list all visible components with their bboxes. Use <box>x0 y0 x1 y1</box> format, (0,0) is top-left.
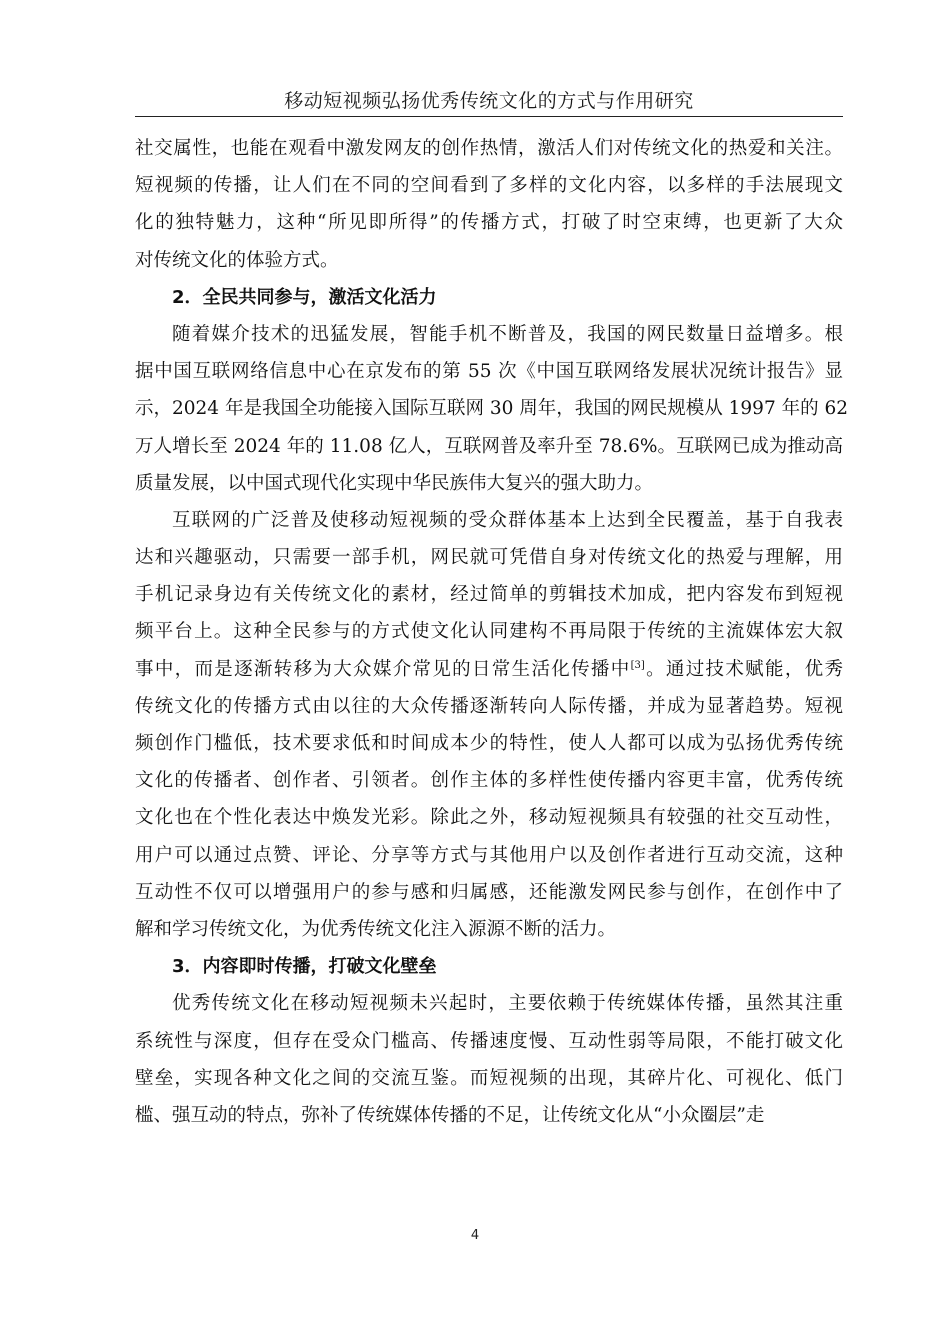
text-line: 质量发展，以中国式现代化实现中华民族伟大复兴的强大助力。 <box>135 472 654 494</box>
text-line: 手机记录身边有关传统文化的素材，经过简单的剪辑技术加成，把内容发布到短视 <box>135 584 843 606</box>
text-line: 系统性与深度，但存在受众门槛高、传播速度慢、互动性弱等局限，不能打破文化 <box>135 1030 843 1052</box>
page-number: 4 <box>470 1228 480 1243</box>
text-line: 用户可以通过点赞、评论、分享等方式与其他用户以及创作者进行互动交流，这种 <box>135 844 843 866</box>
text-segment: 。通过技术赋能，优秀 <box>644 658 843 680</box>
section-heading: 2．全民共同参与，激活文化活力 <box>172 286 437 308</box>
text-line-with-citation <box>135 651 843 688</box>
text-line: 频平台上。这种全民参与的方式使文化认同建构不再局限于传统的主流媒体宏大叙 <box>135 621 843 643</box>
text-line: 社交属性，也能在观看中激发网友的创作热情，激活人们对传统文化的热爱和关注。 <box>135 138 843 159</box>
text-line: 壁垒，实现各种文化之间的交流互鉴。而短视频的出现，其碎片化、可视化、低门 <box>135 1067 843 1089</box>
text-line: 化的独特魅力，这种“所见即所得”的传播方式，打破了时空束缚，也更新了大众 <box>135 212 843 234</box>
text-line: 达和兴趣驱动，只需要一部手机，网民就可凭借自身对传统文化的热爱与理解，用 <box>135 547 843 569</box>
text-line: 频创作门槛低，技术要求低和时间成本少的特性，使人人都可以成为弘扬优秀传统 <box>135 733 843 754</box>
text-line: 随着媒介技术的迅猛发展，智能手机不断普及，我国的网民数量日益增多。根 <box>172 323 843 345</box>
text-line: 对传统文化的体验方式。 <box>135 249 339 271</box>
text-line: 互联网的广泛普及使移动短视频的受众群体基本上达到全民覆盖，基于自我表 <box>172 509 843 531</box>
text-line: 短视频的传播，让人们在不同的空间看到了多样的文化内容，以多样的手法展现文 <box>135 175 843 197</box>
citation-ref: [3] <box>630 659 645 671</box>
text-line: 传统文化的传播方式由以往的大众传播逐渐转向人际传播，并成为显著趋势。短视 <box>135 695 843 717</box>
text-line: 万人增长至 2024 年的 11.08 亿人，互联网普及率升至 78.6%。互联网已成为推动高 <box>135 435 843 457</box>
body-text <box>135 130 849 1134</box>
text-line: 槛、强互动的特点，弥补了传统媒体传播的不足，让传统文化从“小众圈层”走 <box>135 1104 765 1126</box>
header-divider <box>135 116 843 117</box>
text-line: 文化也在个性化表达中焕发光彩。除此之外，移动短视频具有较强的社交互动性， <box>135 807 843 829</box>
text-line: 示，2024 年是我国全功能接入国际互联网 30 周年，我国的网民规模从 1997 年的 62 <box>135 398 849 420</box>
text-line: 解和学习传统文化，为优秀传统文化注入源源不断的活力。 <box>135 918 617 940</box>
text-line: 互动性不仅可以增强用户的参与感和归属感，还能激发网民参与创作，在创作中了 <box>135 881 843 903</box>
text-line: 据中国互联网络信息中心在京发布的第 55 次《中国互联网络发展状况统计报告》显 <box>135 361 843 383</box>
text-segment: 事中，而是逐渐转移为大众媒介常见的日常生活化传播中 <box>135 658 631 680</box>
running-header-title: 移动短视频弘扬优秀传统文化的方式与作用研究 <box>284 90 694 112</box>
text-line: 优秀传统文化在移动短视频未兴起时，主要依赖于传统媒体传播，虽然其注重 <box>172 993 843 1015</box>
section-heading: 3．内容即时传播，打破文化壁垒 <box>172 956 437 978</box>
text-line: 文化的传播者、创作者、引领者。创作主体的多样性使传播内容更丰富，优秀传统 <box>135 770 843 792</box>
